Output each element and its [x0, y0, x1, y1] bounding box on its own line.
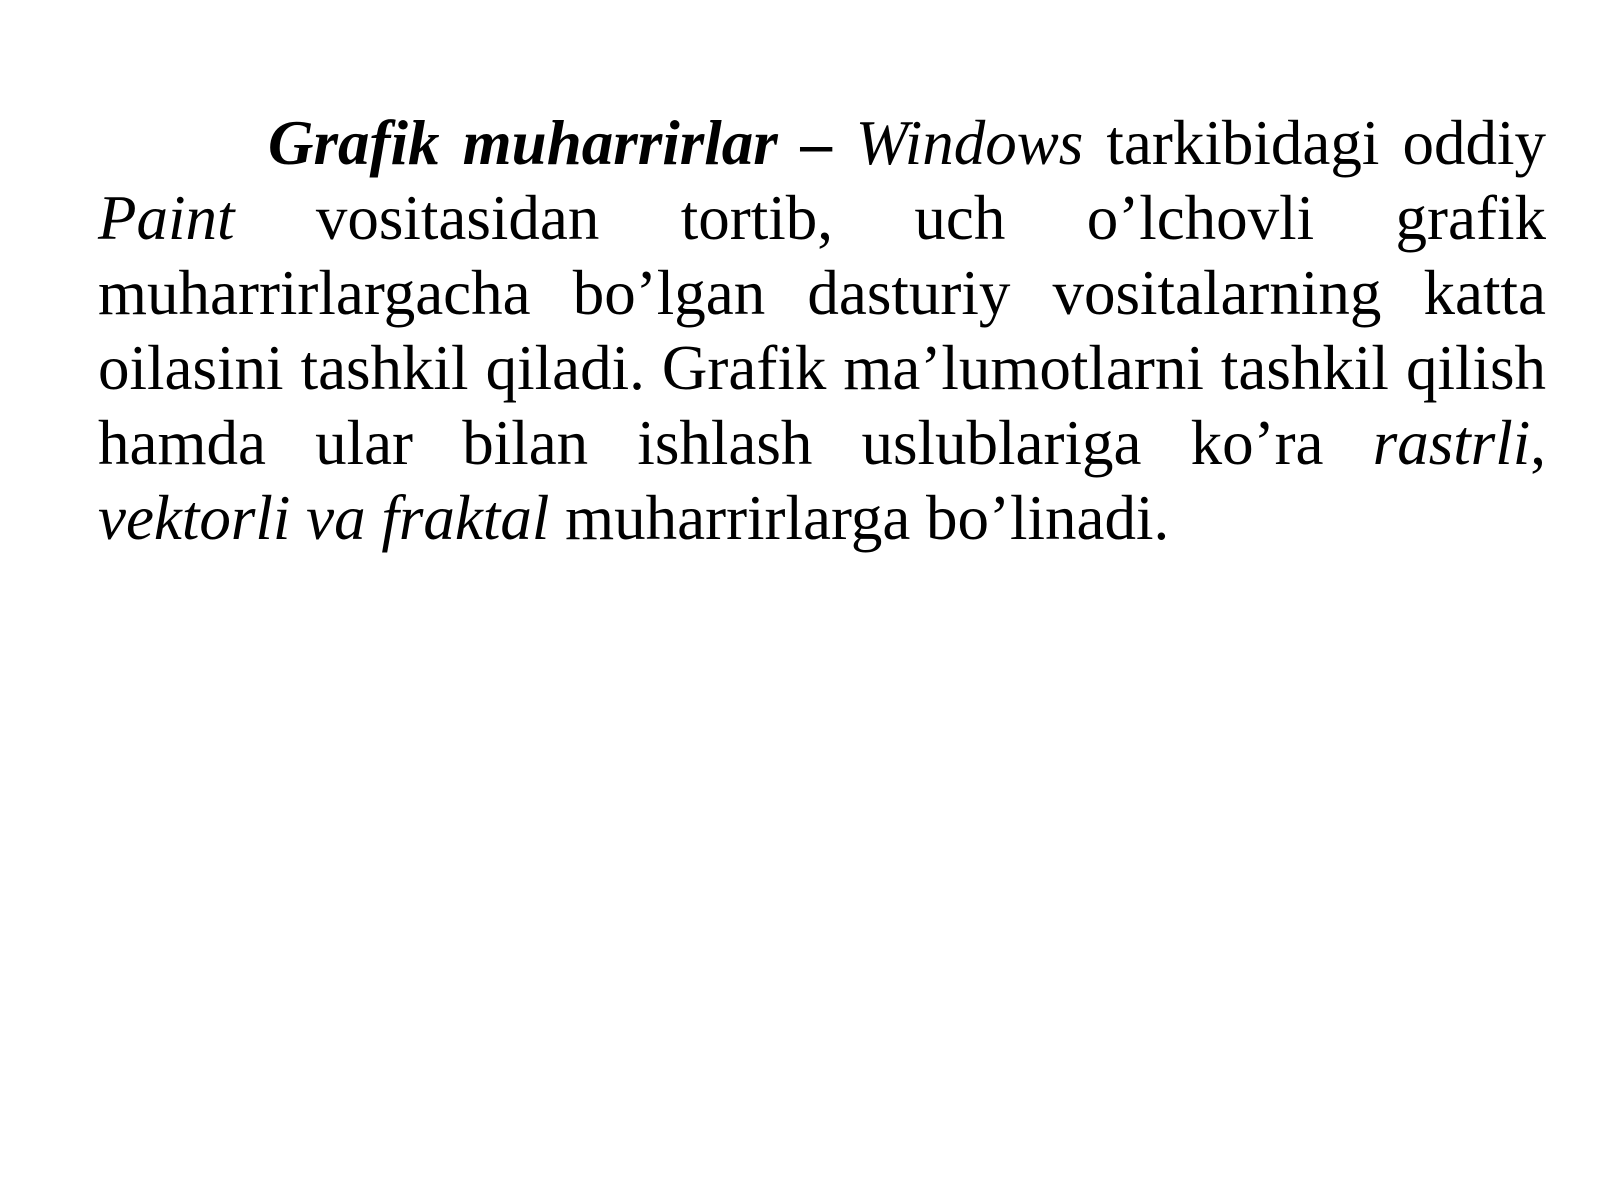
definition-paragraph	[98, 106, 1546, 556]
text-segment-1: tarkibidagi oddiy	[1083, 108, 1547, 178]
comma: ,	[1530, 408, 1546, 478]
em-dash: –	[777, 108, 856, 178]
text-segment-3: muharrirlarga bo’linadi.	[549, 483, 1170, 553]
term-rastrli: rastrli	[1372, 408, 1531, 478]
term-windows: Windows	[855, 108, 1084, 178]
term-vektorli-fraktal: vektorli va fraktal	[98, 483, 550, 553]
text-segment-2: vositasidan tortib, uch o’lchovli grafik muharrirlargacha bo’lgan dasturiy vositalarning katta oilasini tashkil qiladi. Grafik ma’lumotlarni tashkil qilish hamda ular bilan ishlash uslublariga ko’ra	[98, 183, 1546, 478]
term-paint: Paint	[98, 183, 235, 253]
term-grafik-muharrirlar: Grafik muharrirlar	[268, 108, 778, 178]
